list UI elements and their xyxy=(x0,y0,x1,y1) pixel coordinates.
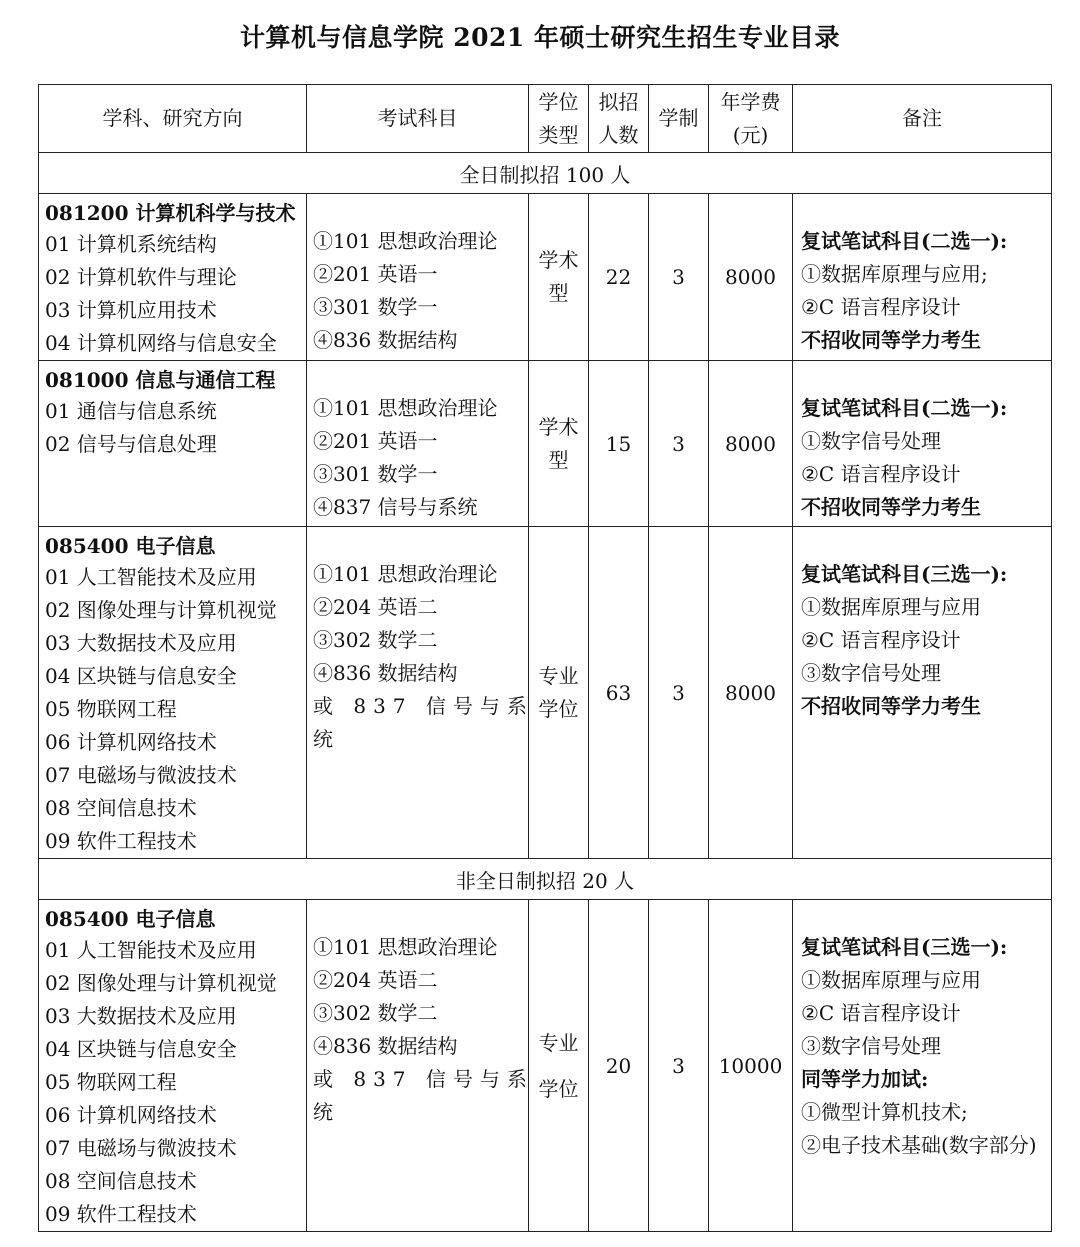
exam-item: ④837 信号与系统 xyxy=(313,495,478,519)
header-fee xyxy=(709,85,793,153)
note-line: 不招收同等学力考生 xyxy=(801,495,981,519)
exam-item: ②201 英语一 xyxy=(313,262,438,286)
direction-item: 02 图像处理与计算机视觉 xyxy=(45,971,277,995)
note-line: ③数字信号处理 xyxy=(801,661,941,685)
header-duration: 学制 xyxy=(649,85,709,153)
header-degree-type-line2: 类型 xyxy=(538,122,579,147)
direction-item: 07 电磁场与微波技术 xyxy=(45,1136,237,1160)
exam-item: ①101 思想政治理论 xyxy=(313,396,498,420)
major-code-name: 085400 电子信息 xyxy=(45,534,216,558)
header-plan-line1: 拟招 xyxy=(598,89,639,114)
notes-cell xyxy=(793,194,1052,361)
duration-value: 3 xyxy=(649,900,709,1232)
degree-type-line1: 专业 xyxy=(538,663,579,688)
notes-cell xyxy=(793,900,1052,1232)
exam-alt-line1: 或 837 信号与系 xyxy=(313,694,534,718)
degree-type-cell xyxy=(529,527,589,859)
direction-item: 04 区块链与信息安全 xyxy=(45,664,237,688)
direction-item: 04 区块链与信息安全 xyxy=(45,1037,237,1061)
direction-item: 03 大数据技术及应用 xyxy=(45,1004,237,1028)
duration-value: 3 xyxy=(649,527,709,859)
subject-cell xyxy=(39,194,307,361)
plan-count: 63 xyxy=(589,527,649,859)
exam-cell xyxy=(307,527,534,859)
duration-value: 3 xyxy=(649,194,709,361)
note-line: 复试笔试科目(三选一): xyxy=(801,562,1008,586)
exam-item: ③301 数学一 xyxy=(313,295,438,319)
fee-value: 10000 xyxy=(709,900,793,1232)
note-line: ③数字信号处理 xyxy=(801,1034,941,1058)
degree-type-line2: 学位 xyxy=(538,696,579,721)
direction-item: 01 人工智能技术及应用 xyxy=(45,565,257,589)
note-line: 不招收同等学力考生 xyxy=(801,328,981,352)
major-code-name: 081200 计算机科学与技术 xyxy=(45,201,296,225)
direction-item: 01 计算机系统结构 xyxy=(45,232,217,256)
note-line: ②C 语言程序设计 xyxy=(801,295,961,319)
plan-count: 15 xyxy=(589,361,649,527)
section-row xyxy=(39,859,1052,900)
note-line: ①数据库原理与应用 xyxy=(801,595,981,619)
exam-item: ③302 数学二 xyxy=(313,628,438,652)
section-label: 非全日制拟招 20 人 xyxy=(39,859,1052,900)
exam-cell xyxy=(307,194,529,361)
direction-item: 06 计算机网络技术 xyxy=(45,1103,217,1127)
major-row xyxy=(39,194,1052,361)
notes-cell xyxy=(793,527,1052,859)
note-line: ①数据库原理与应用; xyxy=(801,262,988,286)
exam-item: ②204 英语二 xyxy=(313,595,438,619)
exam-cell xyxy=(307,361,529,527)
degree-type-line1: 专业 xyxy=(538,1030,579,1055)
direction-item: 01 人工智能技术及应用 xyxy=(45,938,257,962)
note-line: 复试笔试科目(三选一): xyxy=(801,935,1008,959)
plan-count: 22 xyxy=(589,194,649,361)
exam-item: ④836 数据结构 xyxy=(313,661,458,685)
subject-cell xyxy=(39,900,307,1232)
major-row xyxy=(39,900,1052,1232)
major-code-name: 081000 信息与通信工程 xyxy=(45,368,276,392)
degree-type-line2: 型 xyxy=(548,281,569,305)
note-line: ②电子技术基础(数字部分) xyxy=(801,1133,1037,1157)
note-line: ②C 语言程序设计 xyxy=(801,1001,961,1025)
exam-item: ④836 数据结构 xyxy=(313,328,458,352)
header-fee-line2: (元) xyxy=(732,122,769,147)
degree-type-cell xyxy=(529,361,589,527)
note-line: ①微型计算机技术; xyxy=(801,1100,968,1124)
header-plan-line2: 人数 xyxy=(598,122,639,147)
exam-alt-line2: 统 xyxy=(313,727,333,751)
section-row xyxy=(39,153,1052,194)
direction-item: 05 物联网工程 xyxy=(45,1070,177,1094)
degree-type-cell xyxy=(529,900,589,1232)
note-line: ②C 语言程序设计 xyxy=(801,462,961,486)
exam-item: ③301 数学一 xyxy=(313,462,438,486)
note-line: 不招收同等学力考生 xyxy=(801,694,981,718)
direction-item: 04 计算机网络与信息安全 xyxy=(45,331,277,355)
major-row xyxy=(39,361,1052,527)
note-line: 同等学力加试: xyxy=(801,1067,929,1091)
exam-cell xyxy=(307,900,534,1232)
plan-count: 20 xyxy=(589,900,649,1232)
header-fee-line1: 年学费 xyxy=(720,89,781,114)
fee-value: 8000 xyxy=(709,194,793,361)
direction-item: 02 信号与信息处理 xyxy=(45,432,217,456)
exam-item: ②201 英语一 xyxy=(313,429,438,453)
header-degree-type xyxy=(529,85,589,153)
exam-item: ③302 数学二 xyxy=(313,1001,438,1025)
direction-item: 06 计算机网络技术 xyxy=(45,730,217,754)
direction-item: 03 大数据技术及应用 xyxy=(45,631,237,655)
note-line: ①数字信号处理 xyxy=(801,429,941,453)
exam-alt-line2: 统 xyxy=(313,1100,333,1124)
major-row xyxy=(39,527,1052,859)
direction-item: 08 空间信息技术 xyxy=(45,1169,197,1193)
degree-type-line2: 型 xyxy=(548,447,569,472)
degree-type-line1: 学术 xyxy=(538,248,579,272)
degree-type-cell xyxy=(529,194,589,361)
header-notes: 备注 xyxy=(793,85,1052,153)
direction-item: 02 图像处理与计算机视觉 xyxy=(45,598,277,622)
notes-cell xyxy=(793,361,1052,527)
exam-item: ①101 思想政治理论 xyxy=(313,935,498,959)
direction-item: 02 计算机软件与理论 xyxy=(45,265,237,289)
note-line: ②C 语言程序设计 xyxy=(801,628,961,652)
header-exam: 考试科目 xyxy=(307,85,529,153)
direction-item: 09 软件工程技术 xyxy=(45,829,197,853)
exam-item: ①101 思想政治理论 xyxy=(313,229,498,253)
header-plan xyxy=(589,85,649,153)
direction-item: 08 空间信息技术 xyxy=(45,796,197,820)
header-row xyxy=(39,85,1052,153)
direction-item: 05 物联网工程 xyxy=(45,697,177,721)
duration-value: 3 xyxy=(649,361,709,527)
page-title: 计算机与信息学院 2021 年硕士研究生招生专业目录 xyxy=(240,23,840,52)
note-line: 复试笔试科目(二选一): xyxy=(801,396,1008,420)
fee-value: 8000 xyxy=(709,361,793,527)
direction-item: 01 通信与信息系统 xyxy=(45,399,217,423)
header-subject: 学科、研究方向 xyxy=(39,85,307,153)
exam-item: ④836 数据结构 xyxy=(313,1034,458,1058)
admissions-catalog-table xyxy=(38,84,1052,1232)
exam-item: ②204 英语二 xyxy=(313,968,438,992)
subject-cell xyxy=(39,361,307,527)
exam-alt-line1: 或 837 信号与系 xyxy=(313,1067,534,1091)
direction-item: 09 软件工程技术 xyxy=(45,1202,197,1226)
note-line: ①数据库原理与应用 xyxy=(801,968,981,992)
fee-value: 8000 xyxy=(709,527,793,859)
header-degree-type-line1: 学位 xyxy=(538,89,579,114)
degree-type-line1: 学术 xyxy=(538,414,579,439)
exam-item: ①101 思想政治理论 xyxy=(313,562,498,586)
note-line: 复试笔试科目(二选一): xyxy=(801,229,1008,253)
degree-type-line2: 学位 xyxy=(538,1076,579,1101)
direction-item: 03 计算机应用技术 xyxy=(45,298,217,322)
subject-cell xyxy=(39,527,307,859)
direction-item: 07 电磁场与微波技术 xyxy=(45,763,237,787)
major-code-name: 085400 电子信息 xyxy=(45,907,216,931)
section-label: 全日制拟招 100 人 xyxy=(39,153,1052,194)
